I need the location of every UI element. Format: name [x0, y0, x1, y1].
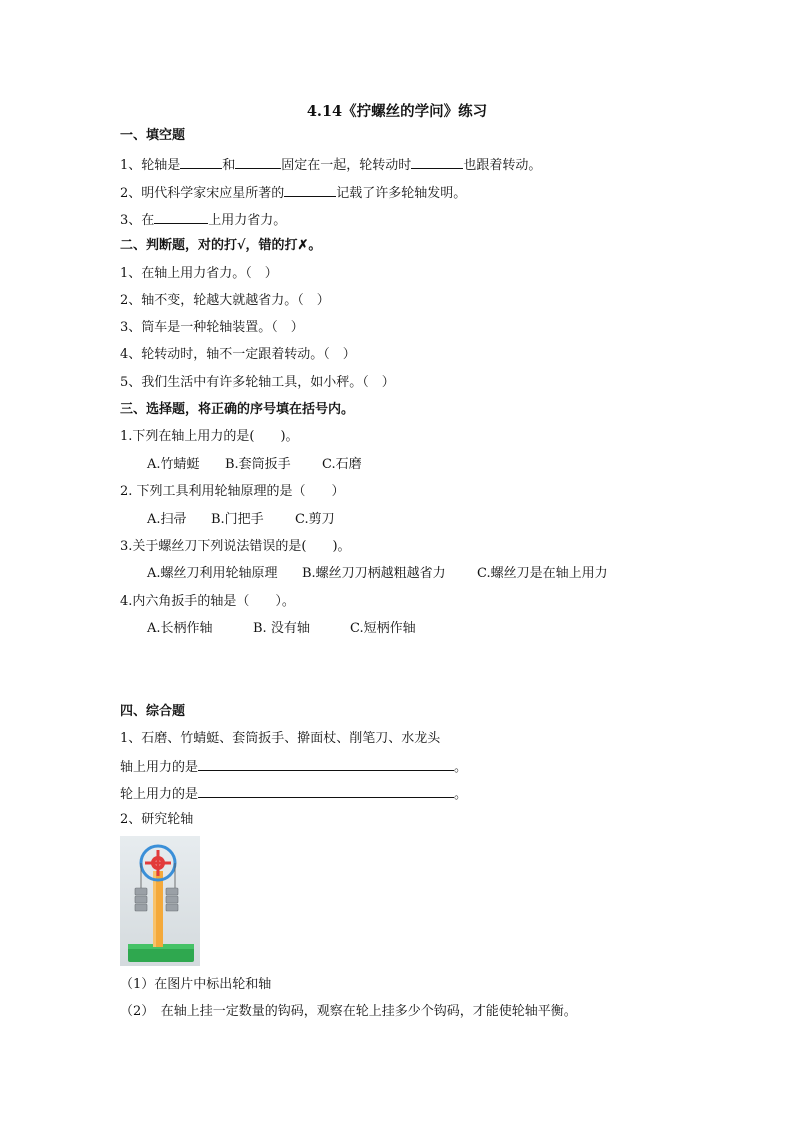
answer-blank[interactable]: [198, 784, 454, 798]
comprehensive-sub2: （2） 在轴上挂一定数量的钩码，观察在轮上挂多少个钩码，才能使轮轴平衡。: [120, 1004, 577, 1019]
choice-option[interactable]: C.螺丝刀是在轴上用力: [477, 566, 608, 581]
fill-q3-text-b: 上用力省力。: [208, 213, 287, 228]
axis-force-line: [120, 757, 467, 777]
choice-option[interactable]: B.套筒扳手: [225, 457, 291, 472]
comprehensive-q1: 1、石磨、竹蜻蜓、套筒扳手、擀面杖、削笔刀、水龙头: [120, 731, 441, 746]
fill-q1-text-d: 也跟着转动。: [463, 158, 542, 173]
fill-q2-text-b: 记载了许多轮轴发明。: [336, 186, 467, 201]
answer-blank[interactable]: [411, 155, 463, 169]
choice-option[interactable]: A.竹蜻蜓: [147, 457, 200, 472]
answer-blank[interactable]: [235, 155, 281, 169]
choice-q1-options: [147, 456, 362, 474]
choice-option[interactable]: C.剪刀: [295, 512, 335, 527]
judge-item: 2、轴不变，轮越大就越省力。（ ）: [120, 293, 330, 308]
line-end: 。: [454, 787, 468, 802]
choice-q3-stem: 3.关于螺丝刀下列说法错误的是( )。: [120, 539, 351, 554]
choice-option[interactable]: C.石磨: [322, 457, 362, 472]
wheel-force-line: [120, 784, 467, 804]
judge-item: 4、轮转动时，轴不一定跟着转动。（ ）: [120, 347, 356, 362]
wheel-force-label: 轮上用力的是: [120, 787, 199, 802]
fill-q2-text-a: 2、明代科学家宋应星所著的: [120, 186, 285, 201]
fill-q1-text-c: 固定在一起，轮转动时: [281, 158, 412, 173]
judge-item: 1、在轴上用力省力。（ ）: [120, 266, 278, 281]
section-choice-heading: 三、选择题，将正确的序号填在括号内。: [120, 402, 355, 417]
choice-option[interactable]: A.螺丝刀利用轮轴原理: [147, 566, 278, 581]
comprehensive-sub1: （1）在图片中标出轮和轴: [120, 977, 272, 992]
wheel-axle-apparatus-image: [120, 836, 200, 966]
section-judge-heading: 二、判断题，对的打√，错的打✗。: [120, 238, 322, 253]
choice-q2-stem: 2. 下列工具利用轮轴原理的是（ ）: [120, 484, 345, 499]
fill-question-3: [120, 210, 286, 230]
answer-blank[interactable]: [154, 210, 208, 224]
section-fill-heading: 一、填空题: [120, 128, 186, 143]
choice-q2-options: [147, 511, 335, 529]
choice-option[interactable]: B.螺丝刀刀柄越粗越省力: [302, 566, 446, 581]
choice-option[interactable]: B. 没有轴: [253, 621, 310, 636]
choice-option[interactable]: C.短柄作轴: [350, 621, 416, 636]
choice-option[interactable]: A.扫帚: [147, 512, 187, 527]
section-comprehensive-heading: 四、综合题: [120, 704, 186, 719]
fill-q3-text-a: 3、在: [120, 213, 155, 228]
choice-q3-options: [147, 565, 608, 583]
fill-question-2: [120, 183, 466, 203]
judge-item: 3、筒车是一种轮轴装置。（ ）: [120, 320, 304, 335]
comprehensive-q2: 2、研究轮轴: [120, 812, 194, 827]
answer-blank[interactable]: [198, 757, 454, 771]
choice-q1-stem: 1.下列在轴上用力的是( )。: [120, 429, 299, 444]
answer-blank[interactable]: [284, 183, 336, 197]
fill-q1-text-a: 1、轮轴是: [120, 158, 181, 173]
page-title: 4.14《拧螺丝的学问》练习: [306, 103, 488, 120]
choice-q4-options: [147, 620, 416, 638]
choice-option[interactable]: B.门把手: [211, 512, 264, 527]
line-end: 。: [454, 760, 468, 775]
choice-q4-stem: 4.内六角扳手的轴是（ ）。: [120, 594, 295, 609]
judge-item: 5、我们生活中有许多轮轴工具，如小秤。（ ）: [120, 375, 395, 390]
choice-option[interactable]: A.长柄作轴: [147, 621, 213, 636]
answer-blank[interactable]: [180, 155, 222, 169]
fill-q1-text-b: 和: [222, 158, 236, 173]
fill-question-1: [120, 155, 541, 175]
axis-force-label: 轴上用力的是: [120, 760, 199, 775]
